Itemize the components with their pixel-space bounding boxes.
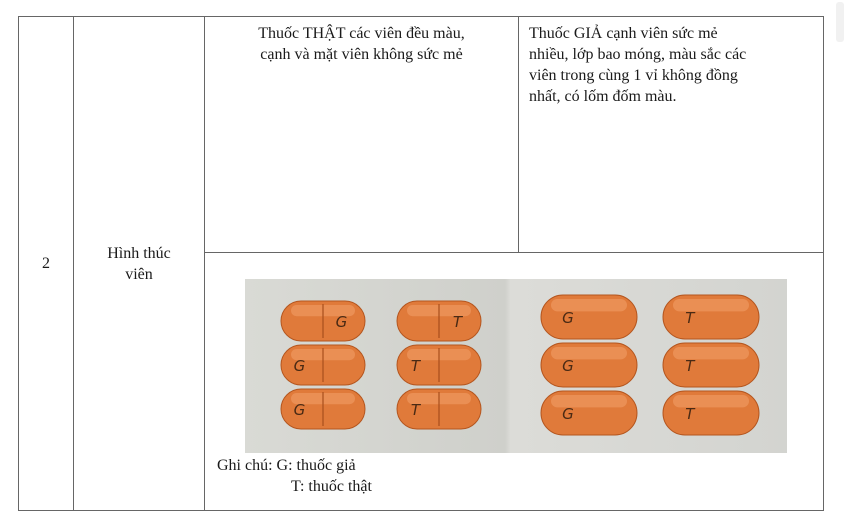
- pill: [541, 391, 637, 435]
- table-row: [19, 17, 824, 253]
- legend-line-g: Ghi chú: G: thuốc giả: [217, 457, 356, 474]
- pill-letter: T: [410, 357, 421, 375]
- pill-comparison-photo: [245, 279, 787, 453]
- legend-note: [217, 455, 372, 497]
- fake-description: Thuốc GIẢ cạnh viên sức mẻ nhiều, lớp bao móng, màu sắc các viên trong cùng 1 vỉ không đồng nhất, có lốm đốm màu.: [529, 25, 747, 105]
- pill-letter: T: [452, 313, 463, 331]
- pill-letter: T: [410, 401, 421, 419]
- pill-letter: T: [685, 405, 695, 423]
- pill: [663, 295, 759, 339]
- real-description-cell: [205, 17, 519, 253]
- pill: [541, 343, 637, 387]
- pill: [281, 301, 365, 341]
- pill-letter: G: [562, 357, 574, 375]
- pill: [541, 295, 637, 339]
- scrollbar-hint[interactable]: [836, 2, 844, 42]
- pill-letter: G: [335, 313, 348, 331]
- pill-letter: G: [293, 357, 306, 375]
- criterion-cell: [74, 17, 205, 511]
- pill-letter: G: [562, 405, 574, 423]
- pill: [397, 389, 481, 429]
- pill: [397, 301, 481, 341]
- pill-letter: G: [293, 401, 306, 419]
- photo-cell: [205, 253, 824, 511]
- pill: [397, 345, 481, 385]
- pill: [663, 391, 759, 435]
- pill-letter: T: [685, 309, 695, 327]
- pill: [281, 389, 365, 429]
- legend-line-t: T: thuốc thật: [291, 478, 372, 495]
- real-description: Thuốc THẬT các viên đều màu, cạnh và mặt viên không sức mẻ: [258, 25, 465, 63]
- criterion-label: Hình thúc viên: [107, 244, 171, 283]
- pill: [663, 343, 759, 387]
- pill-letter: G: [562, 309, 574, 327]
- pill-drawing: [245, 279, 787, 453]
- comparison-table: [18, 16, 824, 511]
- pill: [281, 345, 365, 385]
- pill-letter: T: [685, 357, 695, 375]
- row-number: 2: [42, 254, 50, 272]
- row-number-cell: [19, 17, 74, 511]
- fake-description-cell: [519, 17, 824, 253]
